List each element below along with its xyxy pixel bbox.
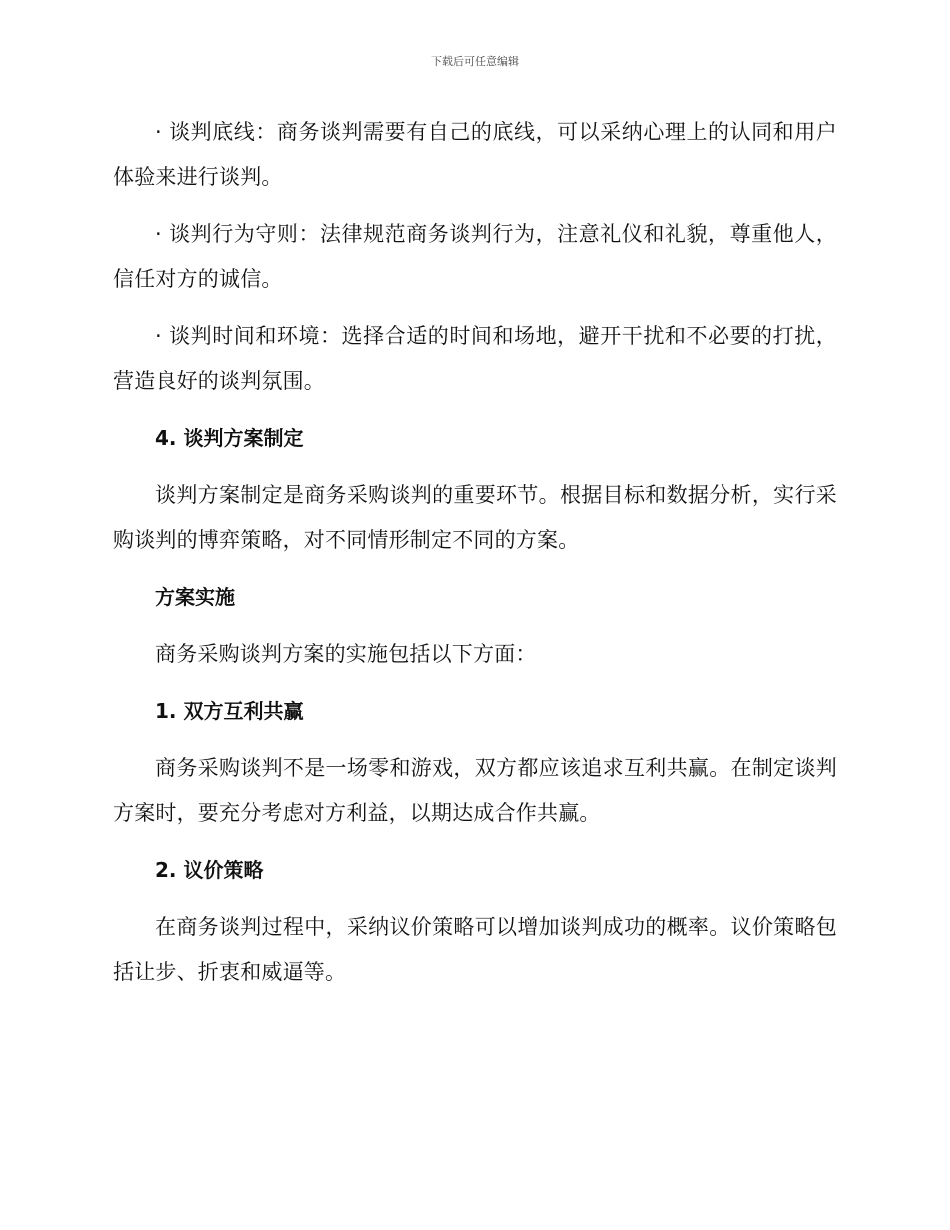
section-heading-plan-implementation: 方案实施 [155, 585, 235, 609]
paragraph-implementation-intro: 商务采购谈判方案的实施包括以下方面： [155, 642, 537, 666]
page-header-note: 下载后可任意编辑 [431, 55, 519, 68]
paragraph-mutual-benefit: 商务采购谈判不是一场零和游戏，双方都应该追求互利共赢。在制定谈判方案时，要充分考虑对方利益，以期达成合作共赢。 [113, 756, 837, 825]
subheading-mutual-benefit: 1. 双方互利共赢 [155, 699, 304, 723]
bullet-negotiation-time-environment: · 谈判时间和环境：选择合适的时间和场地，避开干扰和不必要的打扰，营造良好的谈判氛围。 [113, 324, 837, 393]
section-heading-plan-formulation: 4. 谈判方案制定 [155, 426, 304, 450]
paragraph-bargaining-strategy: 在商务谈判过程中，采纳议价策略可以增加谈判成功的概率。议价策略包括让步、折衷和威逼等。 [113, 915, 837, 984]
subheading-bargaining-strategy: 2. 议价策略 [155, 858, 264, 882]
bullet-negotiation-bottom-line: · 谈判底线：商务谈判需要有自己的底线，可以采纳心理上的认同和用户体验来进行谈判。 [113, 120, 837, 189]
paragraph-plan-formulation: 谈判方案制定是商务采购谈判的重要环节。根据目标和数据分析，实行采购谈判的博弈策略，对不同情形制定不同的方案。 [113, 483, 837, 552]
bullet-negotiation-code-of-conduct: · 谈判行为守则：法律规范商务谈判行为，注意礼仪和礼貌，尊重他人，信任对方的诚信。 [113, 222, 837, 291]
document-body [113, 110, 837, 995]
